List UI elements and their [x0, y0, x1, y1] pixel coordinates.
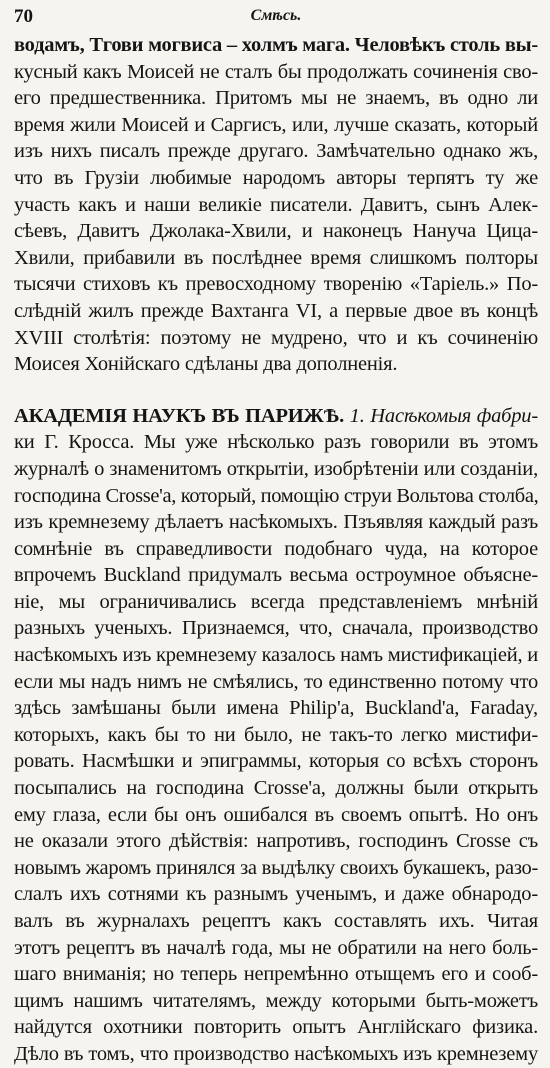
text-line: сѣевъ, Давитъ Джолака-Хвили, и наконецъ Нануча Цица- [14, 220, 538, 243]
text-line: участь какъ и наши великіе писатели. Давитъ, сынъ Алек- [14, 193, 538, 216]
section-title: АКАДЕМІЯ НАУКЪ ВЪ ПАРИЖѢ. [14, 404, 345, 427]
paragraph-academy-of-sciences [14, 403, 538, 1068]
text-line: разныхъ ученыхъ. Признаемся, что, сначала, производство [14, 617, 538, 640]
text-line: тысячи стиховъ къ превосходному творенію «Таріель.» По- [14, 273, 538, 296]
text-line: посыпались на господина Crosse'а, должны были открыть [14, 777, 538, 800]
text-line: время жили Моисей и Саргисъ, или, лучше сказать, который [14, 113, 538, 136]
text-line: ки Г. Кросса. Мы уже нѣсколько разъ говорили въ этомъ [14, 431, 538, 454]
text-line: кусный какъ Моисей не сталъ бы продолжать сочиненія сво- [14, 60, 538, 83]
text-line: ему глаза, если бы онъ ошибался въ своемъ опытѣ. Но онъ [14, 803, 538, 826]
text-line: журналѣ о знаменитомъ открытіи, изобрѣтеніи или созданіи, [14, 457, 538, 480]
page-number: 70 [14, 6, 33, 27]
text-line: изъ нихъ писалъ прежде другаго. Замѣчательно однако жъ, [14, 140, 538, 163]
text-line-italic: 1. Насѣкомыя фабри- [349, 404, 538, 427]
text-line: щимъ нашимъ читателямъ, между которыми быть-можетъ [14, 989, 538, 1012]
text-line: водамъ, Тгови могвиса – холмъ мага. Человѣкъ столь вы- [14, 34, 538, 56]
text-line: шаго вниманія; но теперь непремѣнно отыщемъ его и сооб- [14, 963, 538, 986]
text-line: сомнѣніе въ справедливости подобнаго чуда, на которое [14, 537, 538, 560]
text-line: здѣсь замѣшаны были имена Philip'а, Buckland'а, Faraday, [14, 697, 538, 720]
text-line: XVIII столѣтія: поэтому не мудрено, что и къ сочиненію [14, 326, 538, 349]
text-line: новымъ жаромъ принялся за выдѣлку своихъ букашекъ, разо- [14, 856, 539, 879]
text-line: слалъ ихъ сотнями къ разнымъ ученымъ, и даже обнародо- [14, 883, 538, 906]
text-line: Моисея Хонійскаго сдѣланы два дополненія. [14, 353, 398, 376]
text-line [14, 403, 538, 430]
text-line: ровать. Насмѣшки и эпиграммы, которыя со всѣхъ сторонъ [14, 750, 538, 773]
paragraph-moses-khoreni [14, 32, 538, 378]
text-line: если мы надъ нимъ не смѣялись, то единственно потому что [14, 670, 538, 693]
text-line: не оказали этого дѣйствія: напротивъ, господинъ Crosse съ [14, 830, 538, 853]
text-line: слѣдній жилъ прежде Вахтанга VI, а первые двое въ концѣ [14, 299, 538, 322]
text-line: ніе, мы ограничивались всегда представленіемъ мнѣній [14, 590, 538, 613]
text-line: Хвили, прибавили въ послѣднее время слишкомъ полторы [14, 246, 538, 269]
text-line: валъ въ журналахъ рецептъ какъ составлять ихъ. Читая [14, 910, 538, 932]
text-line: найдутся охотники повторить опытъ Англійскаго физика. [14, 1016, 538, 1039]
text-line: господина Crosse'а, который, помощію струи Вольтова столба, [14, 484, 539, 507]
text-line: что въ Грузіи любимые народомъ авторы терпятъ ту же [14, 166, 538, 189]
text-line: которыхъ, какъ бы то ни было, не такъ-то легко мистифи- [14, 723, 538, 746]
page-header [14, 4, 538, 32]
text-line: этотъ рецептъ въ началѣ года, мы не обратили на него боль- [14, 936, 538, 959]
text-line: изъ кремнезему дѣлаетъ насѣкомыхъ. Пзъявляя каждый разъ [14, 511, 538, 534]
running-head: Смѣсь. [250, 7, 302, 24]
text-line: Дѣло въ томъ, что производство насѣкомыхъ изъ кремнезему [14, 1042, 538, 1065]
text-line: впрочемъ Buckland придумалъ весьма остроумное объясне- [14, 564, 538, 587]
text-line: его предшественника. Притомъ мы не знаемъ, въ одно ли [14, 87, 538, 110]
text-line: насѣкомыхъ изъ кремнезему казалось намъ мистификаціей, и [14, 644, 538, 667]
